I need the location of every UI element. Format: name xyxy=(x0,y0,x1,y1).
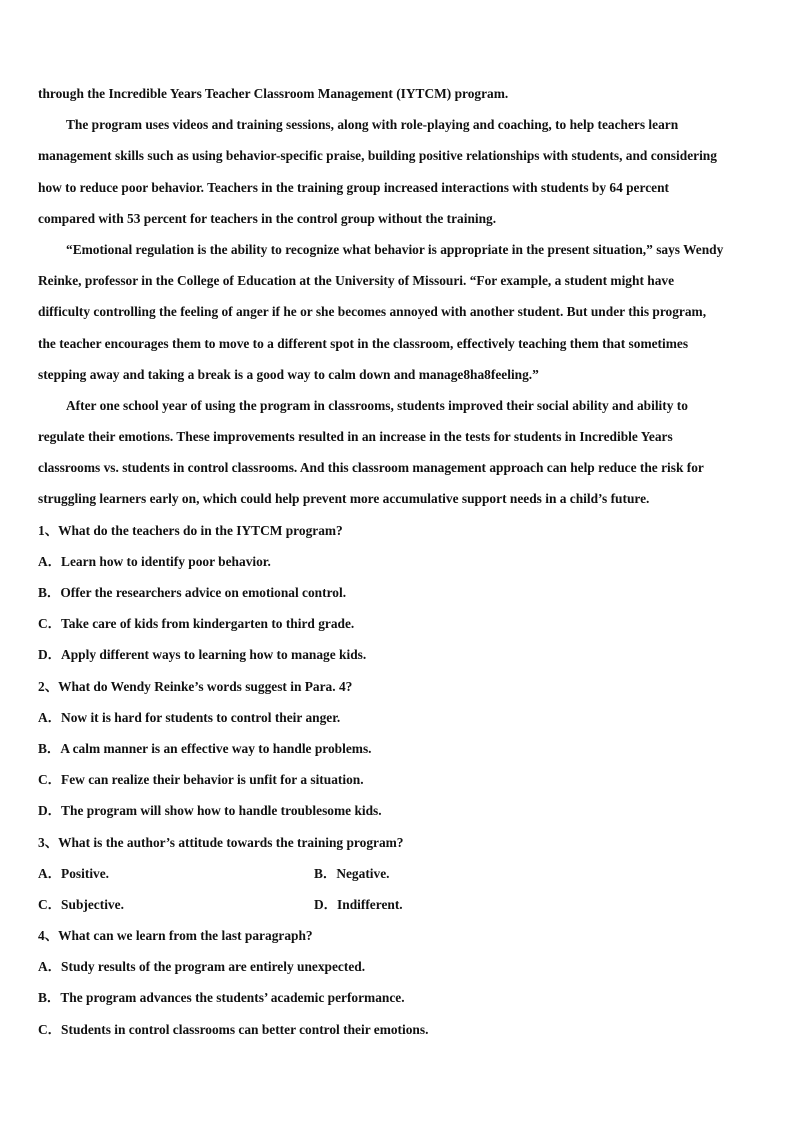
question-stem: 1、What do the teachers do in the IYTCM program? xyxy=(38,522,343,538)
question-4 xyxy=(38,920,758,1045)
passage-line: struggling learners early on, which could help prevent more accumulative support needs in a child’s future. xyxy=(38,491,650,507)
passage-line: how to reduce poor behavior. Teachers in the training group increased interactions with students by 64 percent xyxy=(38,179,669,195)
passage-line: classrooms vs. students in control classrooms. And this classroom management approach can help reduce the risk for xyxy=(38,460,704,476)
option-a: A．Study results of the program are entirely unexpected. xyxy=(38,959,366,975)
option-b: B．A calm manner is an effective way to handle problems. xyxy=(38,740,372,756)
option-c: C．Few can realize their behavior is unfit for a situation. xyxy=(38,772,364,788)
option-d: D．Apply different ways to learning how to manage kids. xyxy=(38,647,367,663)
passage-line: stepping away and taking a break is a good way to calm down and manage8ha8feeling.” xyxy=(38,366,539,382)
passage-line: difficulty controlling the feeling of anger if he or she becomes annoyed with another student. But under this program, xyxy=(38,304,707,320)
option-b: B．The program advances the students’ academic performance. xyxy=(38,990,405,1006)
option-d: D．The program will show how to handle troublesome kids. xyxy=(38,803,382,819)
passage-line: the teacher encourages them to move to a different spot in the classroom, effectively teaching them that sometimes xyxy=(38,335,689,351)
option-a: A．Now it is hard for students to control their anger. xyxy=(38,709,341,725)
passage xyxy=(38,78,758,515)
option-a: A．Positive. xyxy=(38,865,110,881)
option-a: A．Learn how to identify poor behavior. xyxy=(38,553,271,569)
question-3 xyxy=(38,827,758,921)
option-c: C．Students in control classrooms can better control their emotions. xyxy=(38,1021,429,1037)
passage-line: Reinke, professor in the College of Education at the University of Missouri. “For example, a student might have xyxy=(38,273,675,289)
question-stem: 2、What do Wendy Reinke’s words suggest in Para. 4? xyxy=(38,678,353,694)
passage-line: The program uses videos and training sessions, along with role-playing and coaching, to help teachers learn xyxy=(66,117,679,133)
question-stem: 3、What is the author’s attitude towards the training program? xyxy=(38,834,404,850)
question-stem: 4、What can we learn from the last paragraph? xyxy=(38,928,313,944)
question-1 xyxy=(38,515,758,671)
passage-line: After one school year of using the program in classrooms, students improved their social ability and ability to xyxy=(66,397,688,413)
option-c: C．Take care of kids from kindergarten to third grade. xyxy=(38,616,355,632)
option-c: C．Subjective. xyxy=(38,896,124,912)
document-page xyxy=(38,78,758,1045)
options-row xyxy=(38,889,758,920)
passage-line: management skills such as using behavior-specific praise, building positive relationships with students, and considering xyxy=(38,148,717,164)
options-row xyxy=(38,858,758,889)
question-2 xyxy=(38,671,758,827)
passage-line: regulate their emotions. These improvements resulted in an increase in the tests for students in Incredible Years xyxy=(38,429,673,445)
option-b: B．Offer the researchers advice on emotional control. xyxy=(38,585,347,600)
passage-line: compared with 53 percent for teachers in the control group without the training. xyxy=(38,210,497,226)
passage-line: “Emotional regulation is the ability to recognize what behavior is appropriate in the present situation,” says Wendy xyxy=(66,241,724,257)
passage-line: through the Incredible Years Teacher Classroom Management (IYTCM) program. xyxy=(38,86,509,101)
option-d: D．Indifferent. xyxy=(314,896,403,912)
option-b: B．Negative. xyxy=(314,865,390,881)
